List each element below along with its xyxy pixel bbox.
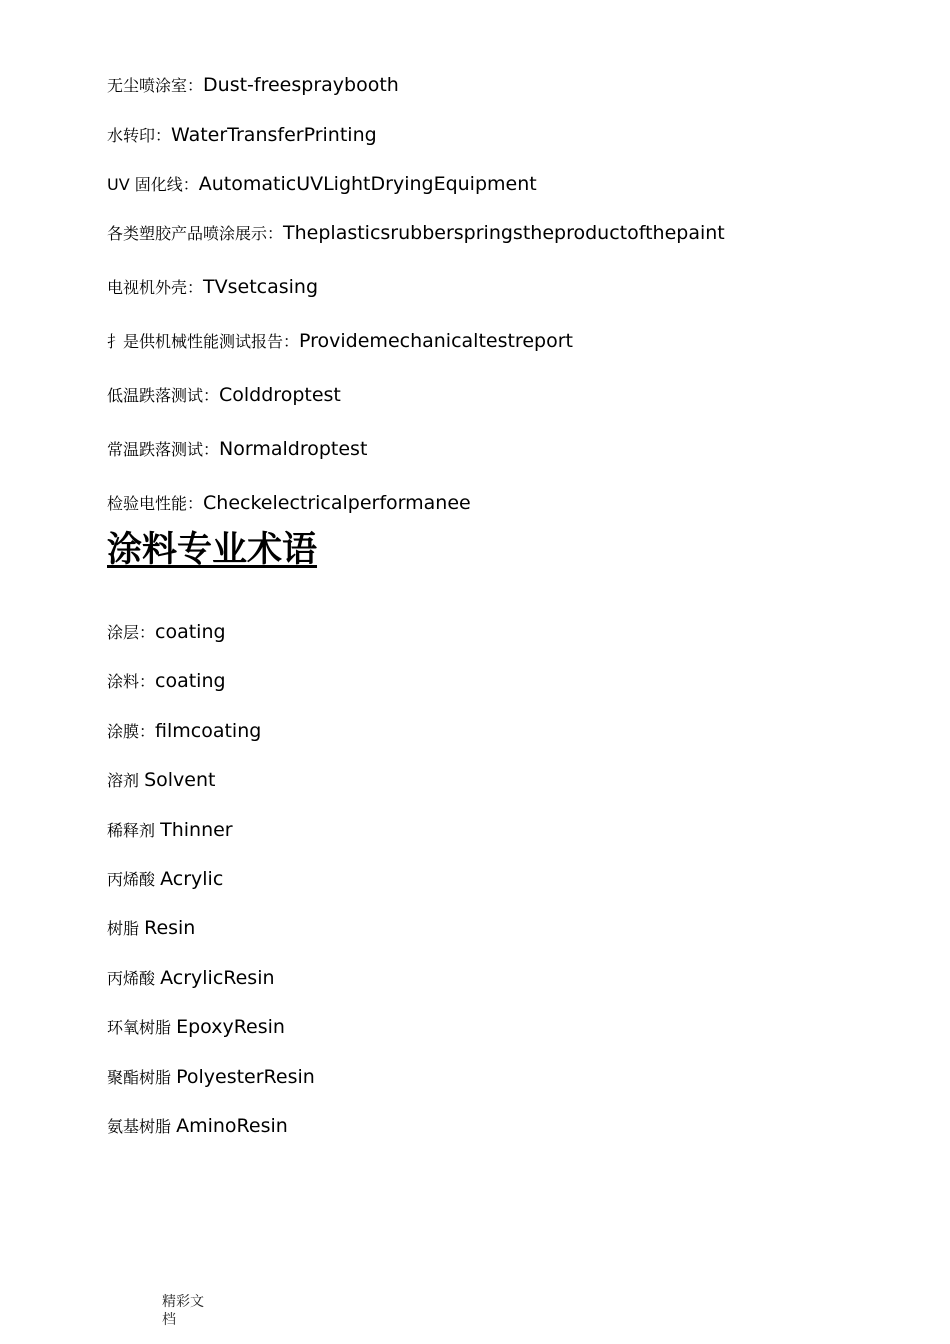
term-zh: 涂料：	[107, 672, 156, 691]
term-line	[107, 969, 275, 988]
term-zh: 常温跌落测试：	[107, 440, 220, 459]
term-zh: 稀释剂	[107, 821, 161, 840]
term-en: Checkelectricalperformanee	[203, 492, 471, 514]
term-line	[107, 332, 573, 351]
term-line	[107, 440, 367, 459]
term-en: Resin	[144, 917, 196, 939]
term-line	[107, 175, 537, 194]
term-en: WaterTransferPrinting	[171, 124, 377, 146]
term-en: EpoxyResin	[176, 1016, 285, 1038]
term-zh: 各类塑胶产品喷涂展示：	[107, 224, 284, 243]
term-zh: 溶剂	[107, 771, 145, 790]
term-en: coating	[155, 621, 226, 643]
term-en: Thinner	[160, 819, 233, 841]
term-line	[107, 1068, 315, 1087]
term-en: PolyesterResin	[176, 1066, 315, 1088]
term-line	[107, 224, 725, 243]
term-zh: 氨基树脂	[107, 1117, 177, 1136]
term-zh: UV 固化线：	[107, 175, 199, 194]
term-line	[107, 919, 195, 938]
term-zh: 涂膜：	[107, 722, 156, 741]
term-zh: 无尘喷涂室：	[107, 76, 204, 95]
term-zh: 丙烯酸	[107, 870, 161, 889]
term-en: Colddroptest	[219, 384, 341, 406]
term-line	[107, 386, 341, 405]
term-en: AcrylicResin	[160, 967, 275, 989]
term-zh: 环氧树脂	[107, 1018, 177, 1037]
term-en: Normaldroptest	[219, 438, 368, 460]
term-line	[107, 623, 226, 642]
term-zh: 树脂	[107, 919, 145, 938]
section-heading: 涂料专业术语	[107, 530, 318, 570]
term-line	[107, 126, 377, 145]
term-en: TVsetcasing	[203, 276, 319, 298]
term-en: coating	[155, 670, 226, 692]
term-zh: 低温跌落测试：	[107, 386, 220, 405]
term-zh: 水转印：	[107, 126, 172, 145]
term-line	[107, 76, 399, 95]
term-en: AminoResin	[176, 1115, 288, 1137]
term-line	[107, 722, 261, 741]
term-line	[107, 672, 226, 691]
term-line	[107, 1117, 288, 1136]
term-zh: 检验电性能：	[107, 494, 204, 513]
term-en: Dust-freespraybooth	[203, 74, 399, 96]
page-footer: 精彩文档	[162, 1294, 204, 1328]
term-line	[107, 821, 233, 840]
term-line	[107, 494, 471, 513]
term-en: AutomaticUVLightDryingEquipment	[198, 173, 537, 195]
term-zh: 涂层：	[107, 623, 156, 642]
term-zh: 聚酯树脂	[107, 1068, 177, 1087]
term-zh: 电视机外壳：	[107, 278, 204, 297]
term-line	[107, 771, 215, 790]
term-en: Solvent	[144, 769, 216, 791]
term-zh: 扌是供机械性能测试报告：	[107, 332, 300, 351]
term-en: Theplasticsrubberspringstheproductofthepaint	[283, 222, 725, 244]
term-zh: 丙烯酸	[107, 969, 161, 988]
term-line	[107, 278, 318, 297]
term-line	[107, 1018, 285, 1037]
term-en: filmcoating	[155, 720, 262, 742]
term-en: Providemechanicaltestreport	[299, 330, 573, 352]
term-en: Acrylic	[160, 868, 224, 890]
term-line	[107, 870, 223, 889]
